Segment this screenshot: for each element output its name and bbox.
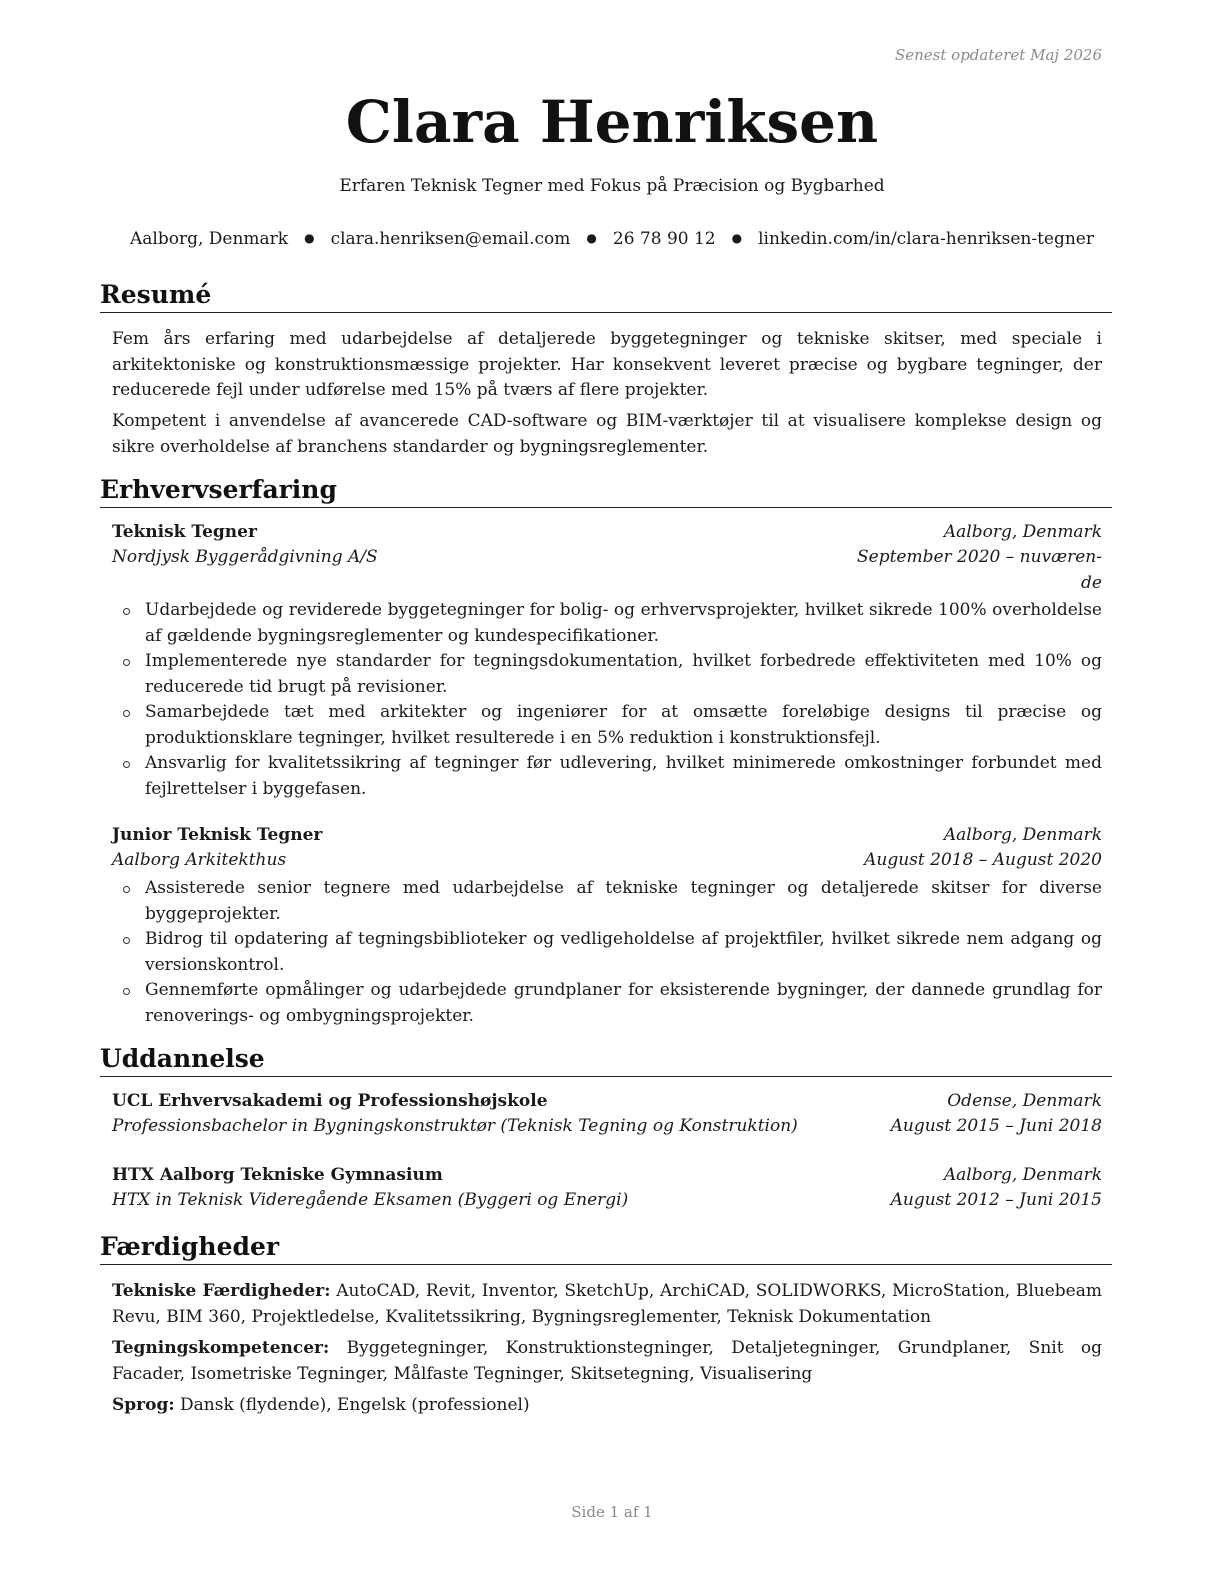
last-updated-note: Senest opdateret Maj 2026	[894, 46, 1102, 64]
degree: HTX in Teknisk Videregående Eksamen (Byggeri og Energi)	[112, 1190, 629, 1210]
job-header	[112, 825, 1102, 851]
skill-group-text: Dansk (flydende), Engelsk (professionel)	[180, 1395, 530, 1415]
contact-email[interactable]: clara.henriksen@email.com	[330, 229, 571, 249]
headline: Erfaren Teknisk Tegner med Fokus på Præcision og Bygbarhed	[339, 176, 885, 196]
education-header	[112, 1091, 1102, 1117]
hollow-bullet-icon	[123, 659, 130, 666]
bullet-separator-icon: ●	[304, 231, 315, 245]
school-location: Odense, Denmark	[947, 1091, 1102, 1111]
job-header	[112, 522, 1102, 548]
school-location: Aalborg, Denmark	[943, 1165, 1102, 1185]
list-item: Udarbejdede og reviderede byggetegninger for bolig- og erhvervsprojekter, hvilket sikrede 100% overholdelse af gældende bygningsreglementer og kundespecifikationer.	[112, 598, 1102, 649]
hollow-bullet-icon	[123, 886, 130, 893]
skill-group	[112, 1336, 1102, 1387]
list-item: Samarbejdede tæt med arkitekter og ingeniører for at omsætte foreløbige designs til præcise og produktionsklare tegninger, hvilket resulterede i en 5% reduktion i konstruktionsfejl.	[112, 700, 1102, 751]
education-subheader	[112, 1116, 1102, 1142]
section-title-skills: Færdigheder	[100, 1232, 1112, 1265]
hollow-bullet-icon	[123, 608, 130, 615]
contact-line	[0, 229, 1224, 249]
job-title: Teknisk Tegner	[112, 522, 257, 542]
job-title: Junior Teknisk Tegner	[112, 825, 323, 845]
hollow-bullet-icon	[123, 761, 130, 768]
skill-group-label: Sprog:	[112, 1395, 175, 1415]
skill-group	[112, 1393, 1102, 1419]
job-dates-continuation	[112, 573, 1102, 599]
section-title-education: Uddannelse	[100, 1044, 1112, 1077]
job-subheader	[112, 547, 1102, 573]
contact-location: Aalborg, Denmark	[130, 229, 289, 249]
summary-paragraph: Fem års erfaring med udarbejdelse af detaljerede byggetegninger og tekniske skitser, med speciale i arkitektoniske og konstruktionsmæssige projekter. Har konsekvent leveret præcise og bygbare tegninger, der reducerede fejl under udførelse med 15% på tværs af flere projekter.	[112, 329, 1102, 400]
education-dates: August 2015 – Juni 2018	[890, 1116, 1102, 1136]
job-subheader	[112, 850, 1102, 876]
skill-group-label: Tekniske Færdigheder:	[112, 1281, 331, 1301]
job-dates-wrap: de	[1081, 573, 1102, 593]
section-title-summary: Resumé	[100, 280, 1112, 313]
skill-group-text: Byggetegninger, Konstruktionstegninger, Detaljetegninger, Grundplaner, Snit og Facader, Isometriske Tegninger, Målfaste Tegninger, Skitsetegning, Visualisering	[112, 1338, 1103, 1384]
summary-paragraph: Kompetent i anvendelse af avancerede CAD-software og BIM-værktøjer til at visualisere komplekse design og sikre overholdelse af branchens standarder og bygningsreglementer.	[112, 411, 1102, 457]
skill-group-text: AutoCAD, Revit, Inventor, SketchUp, ArchiCAD, SOLIDWORKS, MicroStation, Bluebeam Revu, BIM 360, Projektledelse, Kvalitetssikring, Bygningsreglementer, Teknisk Dokumentation	[112, 1281, 1102, 1327]
list-item: Implementerede nye standarder for tegningsdokumentation, hvilket forbedrede effektiviteten med 10% og reducerede tid brugt på revisioner.	[112, 649, 1102, 700]
job-bullets	[112, 598, 1102, 802]
job-company: Nordjysk Byggerådgivning A/S	[112, 547, 378, 567]
bullet-separator-icon: ●	[586, 231, 597, 245]
job-location: Aalborg, Denmark	[943, 825, 1102, 845]
page-number: Side 1 af 1	[571, 1503, 653, 1521]
contact-linkedin[interactable]: linkedin.com/in/clara-henriksen-tegner	[758, 229, 1094, 249]
candidate-name: Clara Henriksen	[345, 88, 879, 156]
hollow-bullet-icon	[123, 988, 130, 995]
education-dates: August 2012 – Juni 2015	[890, 1190, 1102, 1210]
school-name: UCL Erhvervsakademi og Professionshøjskole	[112, 1091, 548, 1111]
job-dates: September 2020 – nuværen-	[856, 547, 1102, 567]
bullet-separator-icon: ●	[731, 231, 743, 245]
list-item: Bidrog til opdatering af tegningsbiblioteker og vedligeholdelse af projektfiler, hvilket sikrede nem adgang og versionskontrol.	[112, 927, 1102, 978]
list-item: Assisterede senior tegnere med udarbejdelse af tekniske tegninger og detaljerede skitser for diverse byggeprojekter.	[112, 876, 1102, 927]
education-subheader	[112, 1190, 1102, 1216]
job-dates: August 2018 – August 2020	[864, 850, 1102, 870]
section-title-experience: Erhvervserfaring	[100, 475, 1112, 508]
job-location: Aalborg, Denmark	[943, 522, 1102, 542]
skill-group	[112, 1279, 1102, 1330]
hollow-bullet-icon	[123, 937, 130, 944]
job-bullets	[112, 876, 1102, 1029]
school-name: HTX Aalborg Tekniske Gymnasium	[112, 1165, 443, 1185]
skill-group-label: Tegningskompetencer:	[112, 1338, 330, 1358]
degree: Professionsbachelor in Bygningskonstruktør (Teknisk Tegning og Konstruktion)	[112, 1116, 798, 1136]
hollow-bullet-icon	[123, 710, 130, 717]
education-header	[112, 1165, 1102, 1191]
contact-phone: 26 78 90 12	[612, 229, 716, 249]
list-item: Gennemførte opmålinger og udarbejdede grundplaner for eksisterende bygninger, der dannede grundlag for renoverings- og ombygningsprojekter.	[112, 978, 1102, 1029]
list-item: Ansvarlig for kvalitetssikring af tegninger før udlevering, hvilket minimerede omkostninger forbundet med fejlrettelser i byggefasen.	[112, 751, 1102, 802]
job-company: Aalborg Arkitekthus	[112, 850, 287, 870]
